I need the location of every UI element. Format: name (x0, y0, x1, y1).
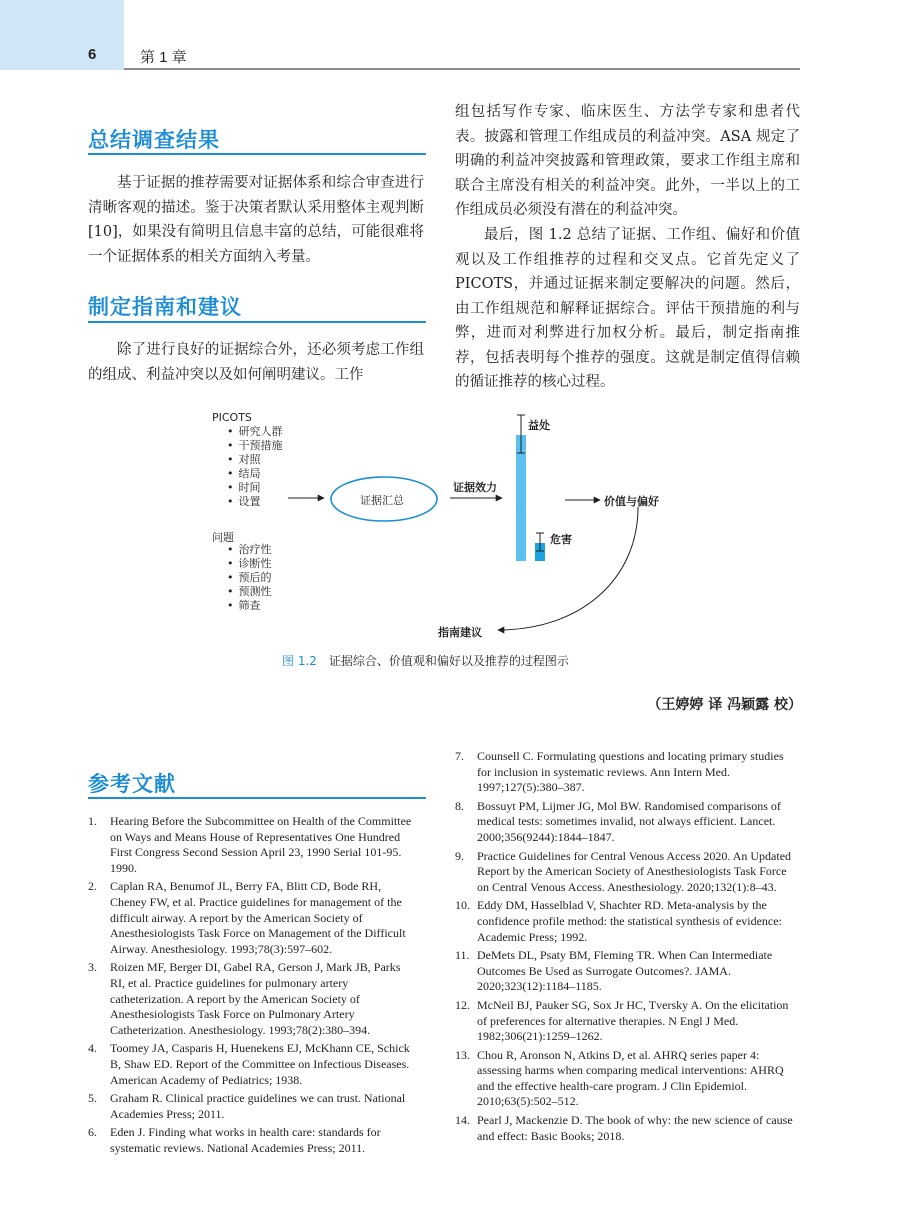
reference-text: Toomey JA, Casparis H, Huenekens EJ, McKhann CE, Schick B, Shaw ED. Report of the Committee on Infectious Diseases. American Academy of Pediatrics; 1938. (110, 1041, 410, 1087)
figure-number: 图 1.2 (282, 654, 317, 668)
reference-number: 12. (455, 997, 470, 1012)
picots-item: • 研究人群 (227, 425, 283, 439)
reference-number: 3. (88, 960, 97, 975)
reference-item (88, 960, 418, 1038)
references-right-list (455, 749, 795, 1147)
question-title: 问题 (212, 531, 234, 544)
benefit-label: 益处 (528, 419, 550, 432)
reference-item (455, 749, 795, 796)
reference-number: 1. (88, 814, 97, 828)
header-rule (124, 68, 800, 70)
reference-item (455, 998, 795, 1045)
reference-item (455, 849, 795, 896)
reference-number: 6. (88, 1125, 97, 1140)
picots-item: • 对照 (227, 453, 283, 467)
section-heading-rule (88, 321, 426, 323)
strength-label: 证据效力 (453, 481, 497, 494)
reference-text: Counsell C. Formulating questions and locating primary studies for inclusion in systematic reviews. Ann Intern Med. 1997;127(5):380–387. (477, 749, 784, 795)
reference-text: Pearl J, Mackenzie D. The book of why: the new science of cause and effect: Basic Books; 2018. (477, 1113, 793, 1143)
page-number: 6 (88, 46, 97, 63)
reference-text: Graham R. Clinical practice guidelines we can trust. National Academies Press; 2011. (110, 1091, 406, 1121)
reference-item (88, 814, 418, 876)
reference-item (88, 879, 418, 957)
reference-item (455, 898, 795, 945)
reference-text: DeMets DL, Psaty BM, Fleming TR. When Can Intermediate Outcomes Be Used as Surrogate Outcomes?. JAMA. 2020;323(12):1184–1185. (477, 948, 773, 994)
reference-number: 14. (455, 1113, 470, 1128)
reference-item (88, 1125, 418, 1156)
figure-caption (282, 652, 569, 669)
reference-number: 8. (455, 798, 464, 813)
reference-number: 5. (88, 1091, 97, 1106)
reference-item (455, 799, 795, 846)
reference-text: Bossuyt PM, Lijmer JG, Mol BW. Randomised comparisons of medical tests: sometimes invalid, not always efficient. Lancet. 2000;356(9244):1844–1847. (477, 798, 781, 844)
reference-text: Hearing Before the Subcommittee on Health of the Committee on Ways and Means House of Representatives One Hundred First Congress Second Session April 23, 1990 Serial 101-95. 1990. (110, 814, 412, 875)
reference-text: McNeil BJ, Pauker SG, Sox Jr HC, Tversky A. On the elicitation of preferences for alternative therapies. N Engl J Med. 1982;306(21):1259–1262. (477, 997, 789, 1044)
translator-credit: （王婷婷 译 冯颖露 校） (647, 697, 802, 713)
reference-text: Eddy DM, Hasselblad V, Shachter RD. Meta-analysis by the confidence profile method: the statistical synthesis of evidence: Academic Press; 1992. (477, 898, 782, 944)
reference-number: 10. (455, 898, 470, 913)
reference-item (455, 1048, 795, 1110)
harm-label: 危害 (550, 533, 572, 546)
picots-list (227, 425, 283, 509)
reference-text: Practice Guidelines for Central Venous Access 2020. An Updated Report by the American Society of Anesthesiologists Task Force on Central Venous Access. Anesthesiology. 2020;132(1):8–43. (477, 848, 792, 894)
question-item: • 预测性 (227, 585, 272, 599)
reference-text: Caplan RA, Benumof JL, Berry FA, Blitt CD, Bode RH, Cheney FW, et al. Practice guidelines for management of the difficult airway. A report by the American Society of Anesthesiologists Task Force on Management of the Difficult Airway. Anesthesiology. 1993;78(3):597–602. (110, 879, 406, 956)
reference-number: 11. (455, 948, 470, 963)
question-item: • 治疗性 (227, 543, 272, 557)
reference-item (455, 1113, 795, 1144)
picots-item: • 时间 (227, 481, 283, 495)
reference-number: 4. (88, 1041, 97, 1056)
references-heading: 参考文献 (88, 772, 176, 796)
picots-item: • 设置 (227, 495, 283, 509)
section-summary-paragraph: 基于证据的推荐需要对证据体系和综合审查进行清晰客观的描述。鉴于决策者默认采用整体主观判断[10]，如果没有简明且信息丰富的总结，可能很难将一个证据体系的相关方面纳入考量。 (88, 175, 424, 265)
reference-number: 13. (455, 1047, 470, 1062)
references-heading-rule (88, 797, 426, 799)
figure-caption-text: 证据综合、价值观和偏好以及推荐的过程图示 (328, 654, 569, 668)
synthesis-label: 证据汇总 (360, 494, 404, 507)
right-column-paragraph-1: 组包括写作专家、临床医生、方法学专家和患者代表。披露和管理工作组成员的利益冲突。ASA 规定了明确的利益冲突披露和管理政策，要求工作组主席和联合主席没有相关的利益冲突。此外，一半以上的工作组成员必须没有潜在的利益冲突。 (455, 104, 800, 218)
reference-text: Chou R, Aronson N, Atkins D, et al. AHRQ series paper 4: assessing harms when comparing medical interventions: AHRQ and the effective health-care program. J Clin Epidemiol. 2010;63(5):502–512. (477, 1047, 784, 1109)
reference-number: 7. (455, 749, 464, 763)
picots-item: • 干预措施 (227, 439, 283, 453)
question-list (227, 543, 272, 613)
right-column-paragraph-2: 最后，图 1.2 总结了证据、工作组、偏好和价值观以及工作组推荐的过程和交叉点。它首先定义了 PICOTS，并通过证据来制定要解决的问题。然后，由工作组规范和解释证据综合。评估干预措施的利与弊，进而对利弊进行加权分析。最后，制定指南推荐，包括表明每个推荐的强度。这就是制定值得信赖的循证推荐的核心过程。 (455, 227, 800, 390)
process-figure (200, 405, 720, 650)
reference-text: Eden J. Finding what works in health care: standards for systematic reviews. National Academies Press; 2011. (110, 1125, 381, 1155)
picots-item: • 结局 (227, 467, 283, 481)
reference-item (88, 1091, 418, 1122)
reference-number: 2. (88, 879, 97, 894)
section-guidelines-paragraph: 除了进行良好的证据综合外，还必须考虑工作组的组成、利益冲突以及如何阐明建议。工作 (88, 342, 424, 383)
section-heading-guidelines: 制定指南和建议 (88, 295, 242, 319)
reference-text: Roizen MF, Berger DI, Gabel RA, Gerson J, Mark JB, Parks RI, et al. Practice guidelines for pulmonary artery catheterization. A report by the American Society of Anesthesiologists Task Force on Pulmonary Artery Catheterization. Anesthesiology. 1993;78(2):380–394. (110, 960, 401, 1037)
guideline-label: 指南建议 (438, 626, 482, 639)
benefit-bar (516, 435, 526, 561)
page-corner-tab (0, 0, 124, 70)
question-item: • 诊断性 (227, 557, 272, 571)
question-item: • 筛查 (227, 599, 272, 613)
section-heading-summary: 总结调查结果 (88, 128, 220, 152)
reference-item (455, 948, 795, 995)
reference-item (88, 1041, 418, 1088)
references-left-list (88, 814, 418, 1159)
section-heading-rule (88, 153, 426, 155)
question-item: • 预后的 (227, 571, 272, 585)
picots-title: PICOTS (212, 411, 252, 424)
reference-number: 9. (455, 848, 464, 863)
chapter-label: 第 1 章 (140, 49, 187, 66)
values-label: 价值与偏好 (604, 495, 659, 508)
